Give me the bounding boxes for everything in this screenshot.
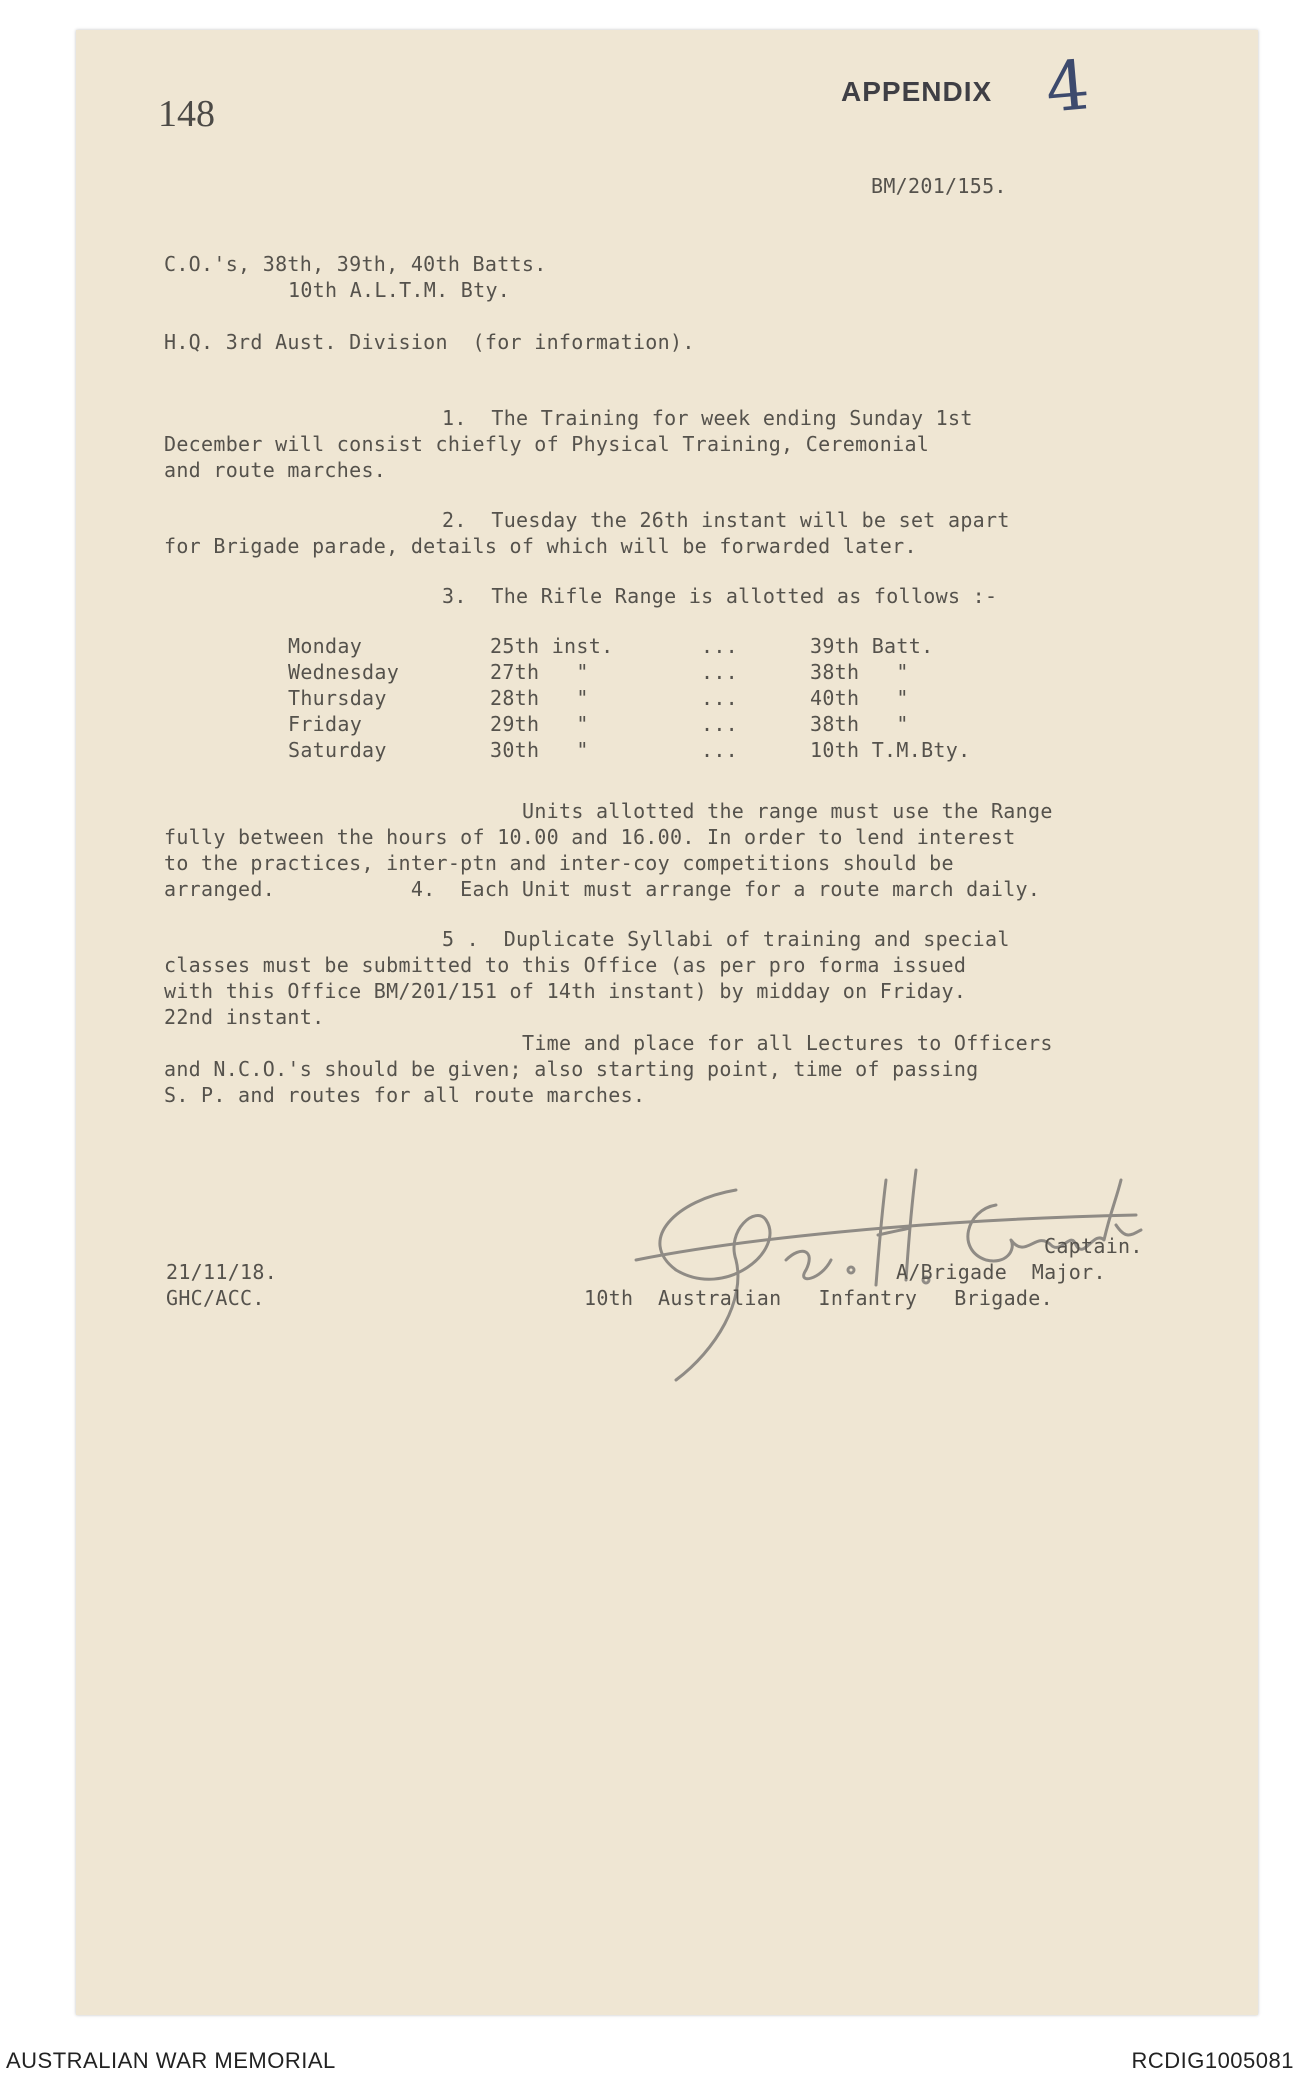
- para-3-cont-line-3: to the practices, inter-ptn and inter-coy competitions should be: [164, 851, 954, 875]
- document-date: 21/11/18.: [166, 1260, 278, 1284]
- range-unit: 10th T.M.Bty.: [810, 738, 971, 762]
- range-unit: 39th Batt.: [810, 634, 934, 658]
- para-5-cont-line-2: and N.C.O.'s should be given; also starting point, time of passing: [164, 1057, 979, 1081]
- addressee-line-1: C.O.'s, 38th, 39th, 40th Batts.: [164, 252, 547, 276]
- footer-source: AUSTRALIAN WAR MEMORIAL: [6, 2048, 336, 2073]
- para-1-line-1: 1. The Training for week ending Sunday 1st: [442, 406, 973, 430]
- para-5-line-3: with this Office BM/201/151 of 14th instant) by midday on Friday.: [164, 979, 967, 1003]
- range-unit: 40th ": [810, 686, 909, 710]
- appendix-number-handwritten: 4: [1042, 46, 1093, 129]
- para-5-cont-line-3: S. P. and routes for all route marches.: [164, 1083, 646, 1107]
- para-2-line-1: 2. Tuesday the 26th instant will be set apart: [442, 508, 1010, 532]
- range-date: 28th ": [490, 686, 589, 710]
- range-unit: 38th ": [810, 660, 909, 684]
- range-separator: ...: [701, 712, 739, 736]
- range-separator: ...: [701, 686, 739, 710]
- para-5-cont-line-1: Time and place for all Lectures to Officers: [522, 1031, 1053, 1055]
- typist-initials: GHC/ACC.: [166, 1286, 265, 1310]
- document-sheet: [76, 30, 1258, 2015]
- signatory-formation: 10th Australian Infantry Brigade.: [584, 1286, 1053, 1310]
- range-day: Thursday: [288, 686, 387, 710]
- signatory-appointment: A/Brigade Major.: [896, 1260, 1106, 1284]
- para-1-line-3: and route marches.: [164, 458, 387, 482]
- para-5-line-4: 22nd instant.: [164, 1005, 325, 1029]
- para-3-cont-line-4: arranged. 4. Each Unit must arrange for a route march daily.: [164, 877, 1041, 901]
- range-day: Monday: [288, 634, 363, 658]
- reference-number: BM/201/155.: [871, 174, 1007, 198]
- para-3-cont-line-2: fully between the hours of 10.00 and 16.00. In order to lend interest: [164, 825, 1016, 849]
- folio-number: 148: [158, 93, 215, 135]
- para-1-line-2: December will consist chiefly of Physical Training, Ceremonial: [164, 432, 930, 456]
- range-unit: 38th ": [810, 712, 909, 736]
- range-date: 25th inst.: [490, 634, 614, 658]
- footer-catalogue-id: RCDIG1005081: [1131, 2048, 1294, 2073]
- range-day: Wednesday: [288, 660, 400, 684]
- para-5-line-1: 5 . Duplicate Syllabi of training and special: [442, 927, 1010, 951]
- signatory-rank: Captain.: [1044, 1234, 1143, 1258]
- para-3-cont-line-1: Units allotted the range must use the Range: [522, 799, 1053, 823]
- range-day: Saturday: [288, 738, 387, 762]
- range-separator: ...: [701, 660, 739, 684]
- addressee-info: H.Q. 3rd Aust. Division (for information).: [164, 330, 695, 354]
- para-5-line-2: classes must be submitted to this Office (as per pro forma issued: [164, 953, 967, 977]
- para-2-line-2: for Brigade parade, details of which will be forwarded later.: [164, 534, 917, 558]
- para-3-heading: 3. The Rifle Range is allotted as follows :-: [442, 584, 998, 608]
- range-date: 27th ": [490, 660, 589, 684]
- addressee-line-2: 10th A.L.T.M. Bty.: [288, 278, 511, 302]
- range-date: 29th ": [490, 712, 589, 736]
- range-date: 30th ": [490, 738, 589, 762]
- appendix-stamp: APPENDIX: [841, 76, 993, 107]
- range-separator: ...: [701, 738, 739, 762]
- range-separator: ...: [701, 634, 739, 658]
- range-day: Friday: [288, 712, 363, 736]
